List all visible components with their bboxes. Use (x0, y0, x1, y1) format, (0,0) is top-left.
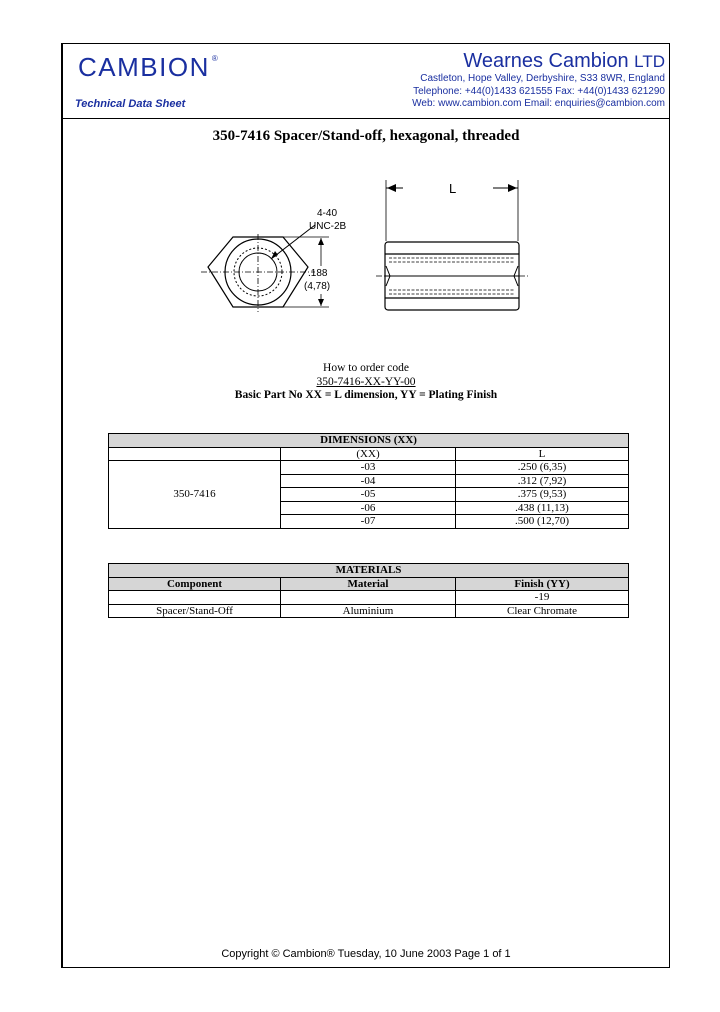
company-phone: Telephone: +44(0)1433 621555 Fax: +44(0)1433 621290 (413, 85, 665, 97)
company-web: Web: www.cambion.com Email: enquiries@cambion.com (412, 98, 665, 109)
mat-empty-2 (281, 591, 456, 605)
dim-part-no: 350-7416 (109, 461, 281, 529)
dim-xx: -07 (281, 515, 456, 529)
order-code: 350-7416-XX-YY-00 (316, 375, 416, 388)
company-address: Castleton, Hope Valley, Derbyshire, S33 8WR, England (420, 73, 665, 84)
mat-component: Spacer/Stand-Off (109, 604, 281, 618)
page-title: 350-7416 Spacer/Stand-off, hexagonal, threaded (212, 128, 520, 144)
mat-finish: Clear Chromate (456, 604, 629, 618)
dim-l: .375 (9,53) (456, 488, 629, 502)
mat-col-component: Component (109, 577, 281, 591)
company-name: Wearnes Cambion LTD (463, 50, 665, 72)
materials-table (108, 563, 629, 618)
technical-drawing (63, 44, 669, 344)
length-arrow-right (508, 184, 517, 192)
dimensions-title: DIMENSIONS (XX) (109, 434, 629, 448)
dim-l: .250 (6,35) (456, 461, 629, 475)
mat-finish-code: -19 (456, 591, 629, 605)
table-row (109, 604, 629, 618)
copyright-footer: Copyright © Cambion® Tuesday, 10 June 2003 Page 1 of 1 (221, 948, 511, 960)
dim-xx: -04 (281, 474, 456, 488)
dim-xx: -06 (281, 501, 456, 515)
dim-arrow-bottom (318, 299, 324, 306)
dim-l: .500 (12,70) (456, 515, 629, 529)
dimensions-table (108, 433, 629, 529)
dim-l: .438 (11,13) (456, 501, 629, 515)
thread-label-1: 4-40 (317, 208, 338, 219)
hex-dim-1: .188 (308, 268, 328, 279)
length-arrow-left (387, 184, 396, 192)
cambion-logo: CAMBION ® (78, 52, 220, 82)
mat-col-material: Material (281, 577, 456, 591)
dim-xx: -03 (281, 461, 456, 475)
order-heading: How to order code (323, 362, 409, 374)
hex-dim-2: (4,78) (304, 281, 331, 292)
mat-empty-1 (109, 591, 281, 605)
dim-xx: -05 (281, 488, 456, 502)
table-row (109, 461, 629, 475)
mat-col-finish: Finish (YY) (456, 577, 629, 591)
side-view (376, 180, 530, 310)
length-label: L (449, 181, 457, 196)
data-sheet-page (61, 43, 670, 968)
dim-l: .312 (7,92) (456, 474, 629, 488)
order-code-block (63, 362, 669, 403)
materials-title: MATERIALS (109, 564, 629, 578)
mat-material: Aluminium (281, 604, 456, 618)
doc-type: Technical Data Sheet (75, 98, 186, 110)
dim-col-xx: (XX) (281, 447, 456, 461)
dim-empty-cell (109, 447, 281, 461)
dim-arrow-top (318, 238, 324, 245)
leader-arrow (271, 251, 278, 259)
order-legend: Basic Part No XX = L dimension, YY = Plating Finish (234, 389, 498, 401)
thread-label-2: UNC-2B (309, 221, 347, 232)
dim-col-l: L (456, 447, 629, 461)
